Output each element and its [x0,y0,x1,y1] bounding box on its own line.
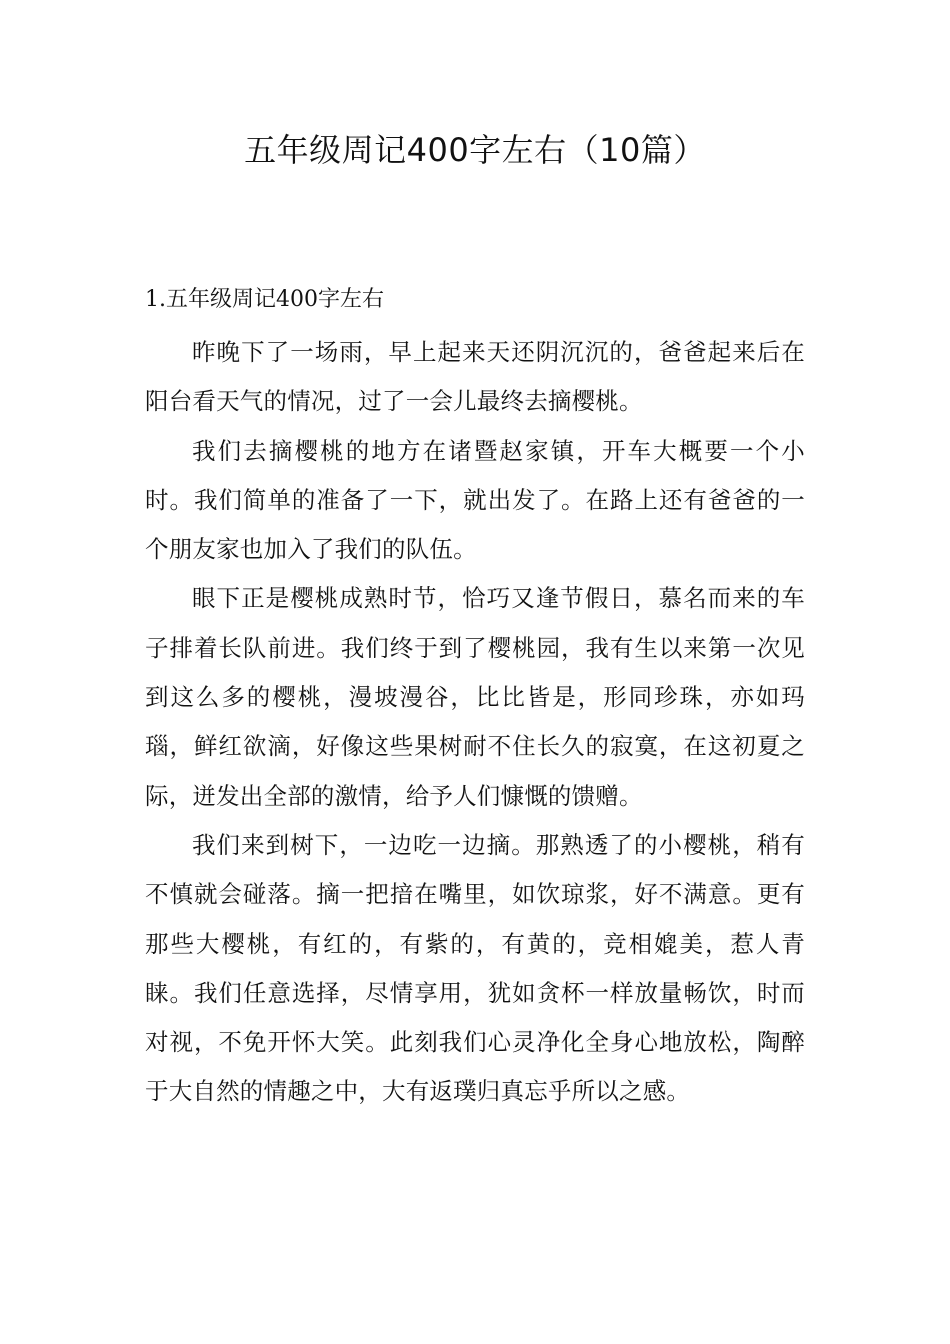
section-heading: 1.五年级周记400字左右 [145,287,384,312]
paragraph: 昨晚下了一场雨，早上起来天还阴沉沉的，爸爸起来后在阳台看天气的情况，过了一会儿最终去摘樱桃。 [145,338,805,416]
paragraph: 眼下正是樱桃成熟时节，恰巧又逢节假日，慕名而来的车子排着长队前进。我们终于到了樱桃园，我有生以来第一次见到这么多的樱桃，漫坡漫谷，比比皆是，形同珍珠，亦如玛瑙，鲜红欲滴，好像这些果树耐不住长久的寂寞，在这初夏之际，迸发出全部的激情，给予人们慷慨的馈赠。 [145,584,805,810]
paragraph: 我们去摘樱桃的地方在诸暨赵家镇，开车大概要一个小时。我们简单的准备了一下，就出发了。在路上还有爸爸的一个朋友家也加入了我们的队伍。 [145,436,805,564]
document-title: 五年级周记400字左右（10篇） [244,131,706,169]
paragraph: 我们来到树下，一边吃一边摘。那熟透了的小樱桃，稍有不慎就会碰落。摘一把揞在嘴里，如饮琼浆，好不满意。更有那些大樱桃，有红的，有紫的，有黄的，竞相媲美，惹人青睐。我们任意选择，尽情享用，犹如贪杯一样放量畅饮，时而对视，不免开怀大笑。此刻我们心灵净化全身心地放松，陶醉于大自然的情趣之中，大有返璞归真忘乎所以之感。 [145,830,805,1106]
essay-body [145,328,805,1117]
